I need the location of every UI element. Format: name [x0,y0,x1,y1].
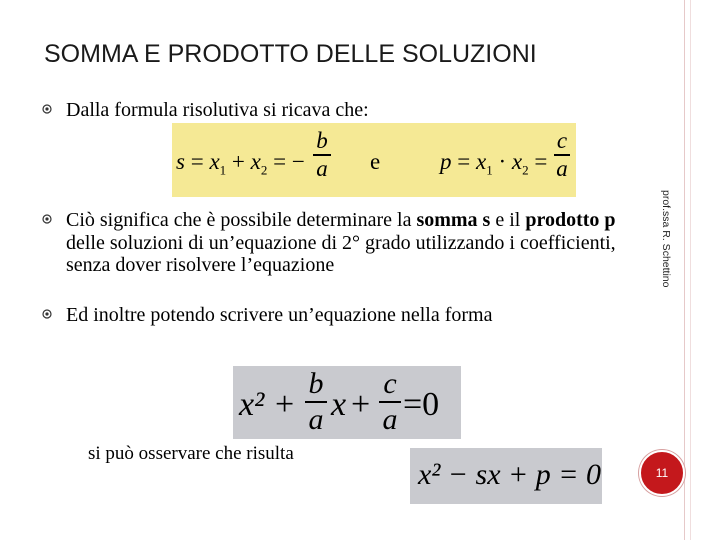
frame-line [684,0,685,540]
equation-term: x [331,386,347,423]
slide-title: SOMMA E PRODOTTO DELLE SOLUZIONI [44,40,537,68]
conjunction: e [370,149,381,174]
bullet-text: Dalla formula risolutiva si ricava che: [66,99,369,121]
frame-line [690,0,691,540]
equation-text: x² − sx + p = 0 [418,458,602,491]
equation-term: x² [239,386,265,423]
equation-operator: + [351,386,371,423]
formula-sum: $s = x_1 + x_2$ = − [176,149,305,178]
formula-box [172,123,576,197]
bullet-icon [42,104,52,114]
equation-image [410,448,602,504]
formula-product: $p = x_1 \cdot x_2$ = [440,149,548,178]
fraction-b-over-a: b a [313,129,331,181]
equation-operator: + [275,386,295,423]
bullet-icon [42,309,52,319]
bullet-text: Ciò significa che è possibile determinare la somma s e il prodotto p delle soluzioni di un’equazione di 2° grado utilizzando i coefficienti, senza dover risolvere l’equazione [66,209,616,276]
caption-text: si può osservare che risulta [88,443,294,464]
bullet-icon [42,214,52,224]
equation-fraction: b a [305,368,327,436]
page-number-badge [639,450,685,496]
page-number: 11 [655,466,669,480]
author-label: prof.ssa R. Schettino [660,190,672,288]
bullet-text: Ed inoltre potendo scrivere un’equazione nella forma [66,304,493,326]
equation-fraction: c a [379,368,401,436]
equation-image [233,366,461,439]
equation-rhs: =0 [403,386,440,423]
fraction-c-over-a: c a [554,129,570,181]
